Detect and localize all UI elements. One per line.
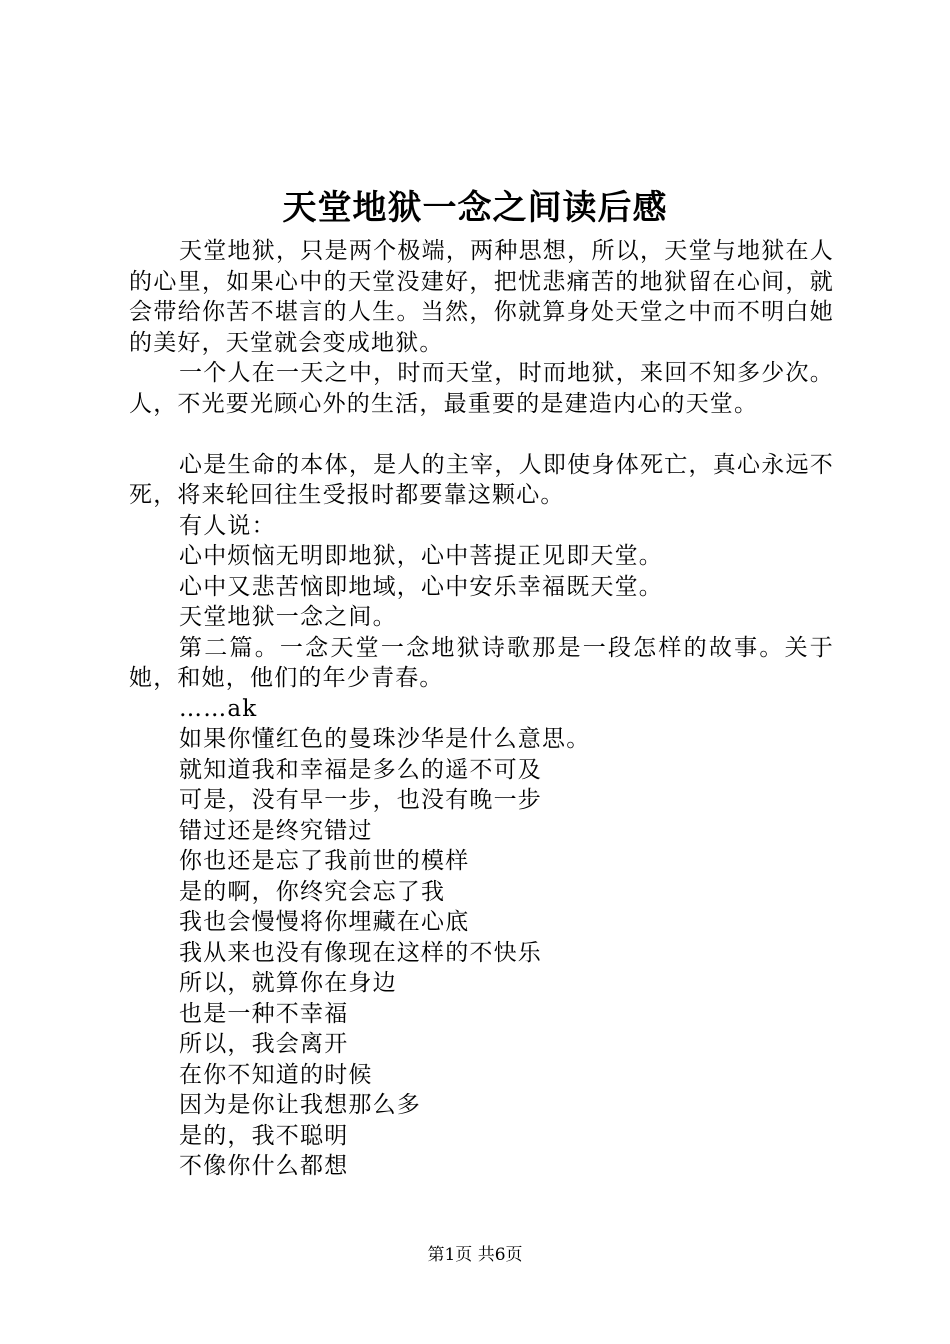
poem-line: 在你不知道的时候 xyxy=(179,1061,373,1088)
text-line: 心中又悲苦恼即地域，心中安乐幸福既天堂。 xyxy=(179,573,663,600)
text-line: 天堂地狱一念之间。 xyxy=(179,604,397,630)
poem-line: 所以，就算你在身边 xyxy=(179,970,397,996)
poem-line: ……ak xyxy=(179,695,258,722)
poem-line: 不像你什么都想 xyxy=(179,1153,349,1179)
poem-line: 就知道我和幸福是多么的遥不可及 xyxy=(179,756,542,783)
poem-line: 你也还是忘了我前世的模样 xyxy=(179,848,470,874)
paragraph-3: 心是生命的本体，是人的主宰，人即使身体死亡，真心永远不死，将来轮回往生受报时都要靠这颗心。 xyxy=(129,451,834,508)
paragraph-second-part: 第二篇。一念天堂一念地狱诗歌那是一段怎样的故事。关于她，和她，他们的年少青春。 xyxy=(129,634,834,691)
poem-line: 我从来也没有像现在这样的不快乐 xyxy=(179,939,542,966)
paragraph-gap xyxy=(129,419,834,450)
poem-line: 我也会慢慢将你埋藏在心底 xyxy=(179,909,470,935)
poem-line: 是的，我不聪明 xyxy=(179,1122,349,1149)
document-title: 天堂地狱一念之间读后感 xyxy=(282,188,668,228)
paragraph-1: 天堂地狱，只是两个极端，两种思想，所以，天堂与地狱在人的心里，如果心中的天堂没建好，把忧悲痛苦的地狱留在心间，就会带给你苦不堪言的人生。当然，你就算身处天堂之中而不明白她的美好，天堂就会变成地狱。 xyxy=(129,238,834,356)
poem-line: 所以，我会离开 xyxy=(179,1031,349,1057)
poem-line: 可是，没有早一步，也没有晚一步 xyxy=(179,787,542,813)
poem-line: 是的啊，你终究会忘了我 xyxy=(179,878,446,905)
poem-line: 因为是你让我想那么多 xyxy=(179,1092,421,1118)
paragraph-2: 一个人在一天之中，时而天堂，时而地狱，来回不知多少次。人，不光要光顾心外的生活，最重要的是建造内心的天堂。 xyxy=(129,360,834,417)
text-line: 有人说： xyxy=(179,512,276,539)
text-line: 心中烦恼无明即地狱，心中菩提正见即天堂。 xyxy=(179,543,663,569)
poem-line: 错过还是终究错过 xyxy=(179,817,373,844)
page-footer: 第1页 共6页 xyxy=(427,1245,523,1265)
poem-line: 如果你懂红色的曼珠沙华是什么意思。 xyxy=(179,726,591,752)
document-body xyxy=(129,236,834,1182)
poem-line: 也是一种不幸福 xyxy=(179,1000,349,1027)
